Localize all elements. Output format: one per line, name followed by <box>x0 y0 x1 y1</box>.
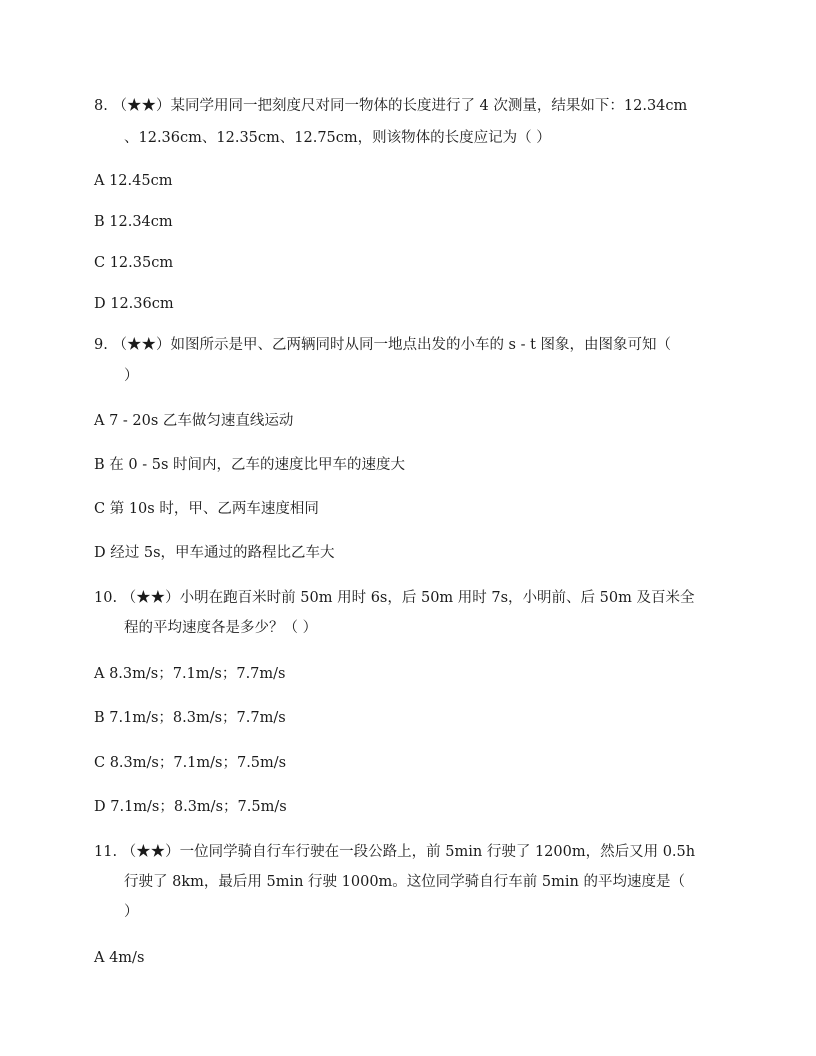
question-8-line-1: 8. （★★）某同学用同一把刻度尺对同一物体的长度进行了 4 次测量，结果如下：12.34cm <box>94 98 688 114</box>
question-9-option-a: A 7 - 20s 乙车做匀速直线运动 <box>94 413 294 429</box>
question-9-line-1: 9. （★★）如图所示是甲、乙两辆同时从同一地点出发的小车的 s - t 图象，由图象可知（ <box>94 337 672 353</box>
question-10-line-1: 10. （★★）小明在跑百米时前 50m 用时 6s，后 50m 用时 7s，小明前、后 50m 及百米全 <box>94 590 695 606</box>
question-9-option-d: D 经过 5s，甲车通过的路程比乙车大 <box>94 545 335 561</box>
question-10-option-c: C 8.3m/s；7.1m/s；7.5m/s <box>94 755 287 771</box>
question-8-option-b: B 12.34cm <box>94 214 173 230</box>
question-8-line-2: 、12.36cm、12.35cm、12.75cm，则该物体的长度应记为（ ） <box>124 130 551 146</box>
question-10-option-a: A 8.3m/s；7.1m/s；7.7m/s <box>94 666 286 682</box>
question-11-line-3: ） <box>124 904 139 920</box>
question-8-option-a: A 12.45cm <box>94 173 173 189</box>
question-9-option-b: B 在 0 - 5s 时间内，乙车的速度比甲车的速度大 <box>94 457 405 473</box>
question-10-line-2: 程的平均速度各是多少？（ ） <box>124 620 318 636</box>
question-11-option-a: A 4m/s <box>94 950 145 966</box>
question-8-option-c: C 12.35cm <box>94 255 174 271</box>
question-11-line-2: 行驶了 8km，最后用 5min 行驶 1000m。这位同学骑自行车前 5min 的平均速度是（ <box>124 874 685 890</box>
question-10-option-b: B 7.1m/s；8.3m/s；7.7m/s <box>94 710 286 726</box>
question-8-option-d: D 12.36cm <box>94 296 174 312</box>
question-9-line-2: ） <box>124 368 139 384</box>
question-10-option-d: D 7.1m/s；8.3m/s；7.5m/s <box>94 799 287 815</box>
question-11-line-1: 11. （★★）一位同学骑自行车行驶在一段公路上，前 5min 行驶了 1200m，然后又用 0.5h <box>94 844 696 860</box>
question-9-option-c: C 第 10s 时，甲、乙两车速度相同 <box>94 501 319 517</box>
